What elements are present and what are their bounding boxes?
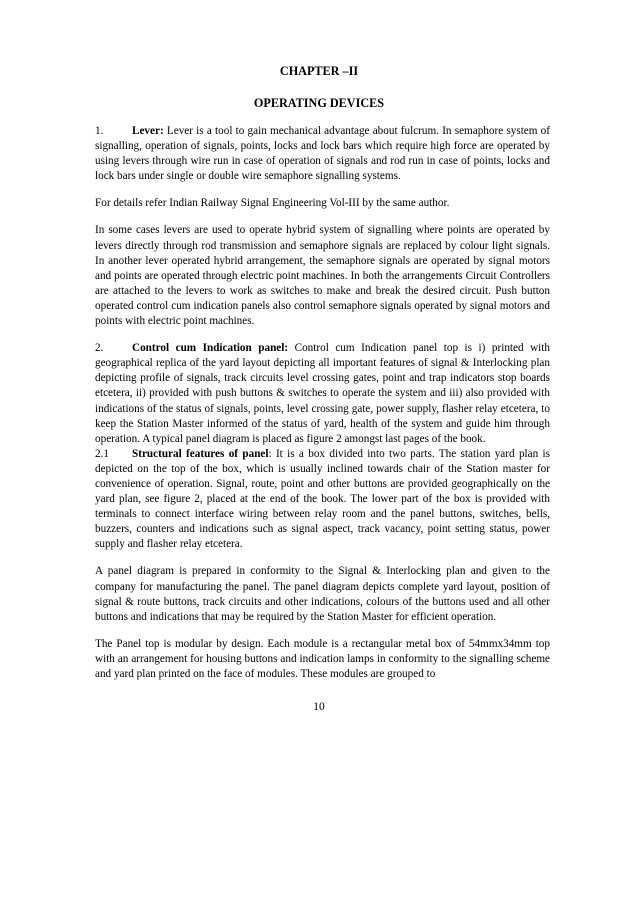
paragraph-text: Lever is a tool to gain mechanical advantage about fulcrum. In semaphore system of signalling, operation of signals, points, locks and lock bars which require high force are operated by using levers through wire run in case of operation of signals and rod run in case of points, locks and lock bars under single or double wire semaphore signalling systems. [95,125,550,183]
section-number: 1. [95,125,104,137]
page-number: 10 [313,701,325,713]
section-term: Structural features of panel [132,447,269,460]
paragraph-hybrid: In some cases levers are used to operate hybrid system of signalling where points are operated by levers directly through rod transmission and semaphore signals are replaced by colour light signals. In another lever operated hybrid arrangement, the semaphore signals are operated by signal motors and points are operated through electric point machines. In both the arrangements Circuit Controllers are attached to the levers to work as switches to make and break the desired circuit. Push button operated control cum indication panels also control semaphore signals operated by signal motors and points with electric point machines. [95,224,550,328]
paragraph-diagram: A panel diagram is prepared in conformity to the Signal & Interlocking plan and given to the company for manufacturing the panel. The panel diagram depicts complete yard layout, position of signal & route buttons, track circuits and other indications, colours of the buttons used and all other buttons and indications that may be required by the Station Master for efficient operation. [95,565,550,623]
chapter-title: OPERATING DEVICES [253,96,385,110]
section-number: 2.1 [95,447,109,460]
paragraph-panel [95,341,550,447]
paragraph-details: For details refer Indian Railway Signal Engineering Vol-III by the same author. [95,197,450,210]
section-number: 2. [95,342,104,355]
paragraph-text: : It is a box divided into two parts. The station yard plan is depicted on the top of the box, which is usually inclined towards chair of the Station master for convenience of operation. Signal, route, point and other buttons are provided geographically on the yard plan, see figure 2, placed at the end of the book. The lower part of the box is provided with terminals to connect interface wiring between relay room and the panel buttons, switches, bells, buzzers, counters and indications such as signal aspect, track vacancy, point setting status, power supply and flasher relay etcetera. [95,447,551,551]
paragraph-structural [95,447,550,553]
paragraph-modular: The Panel top is modular by design. Each module is a rectangular metal box of 54mmx34mm top with an arrangement for housing buttons and indication lamps in conformity to the signalling scheme and yard plan printed on the face of modules. These modules are grouped to [95,637,550,680]
paragraph-text: Control cum Indication panel top is i) printed with geographical replica of the yard layout depicting all important features of signal & Interlocking plan depicting profile of signals, track circuits level crossing gates, point and trap indicators stop boards etcetera, ii) provided with push buttons & switches to operate the system and iii) also provided with indications of the status of signals, points, level crossing gate, power supply, flasher relay etcetera, to keep the Station Master informed of the status of yard, health of the system and guide him through operation. A typical panel diagram is placed as figure 2 amongst last pages of the book. [95,342,550,445]
section-term: Control cum Indication panel: [132,342,289,355]
chapter-heading: CHAPTER –II [279,64,359,78]
paragraph-lever [95,124,550,184]
body-text [95,124,550,682]
section-term: Lever: [132,125,164,137]
